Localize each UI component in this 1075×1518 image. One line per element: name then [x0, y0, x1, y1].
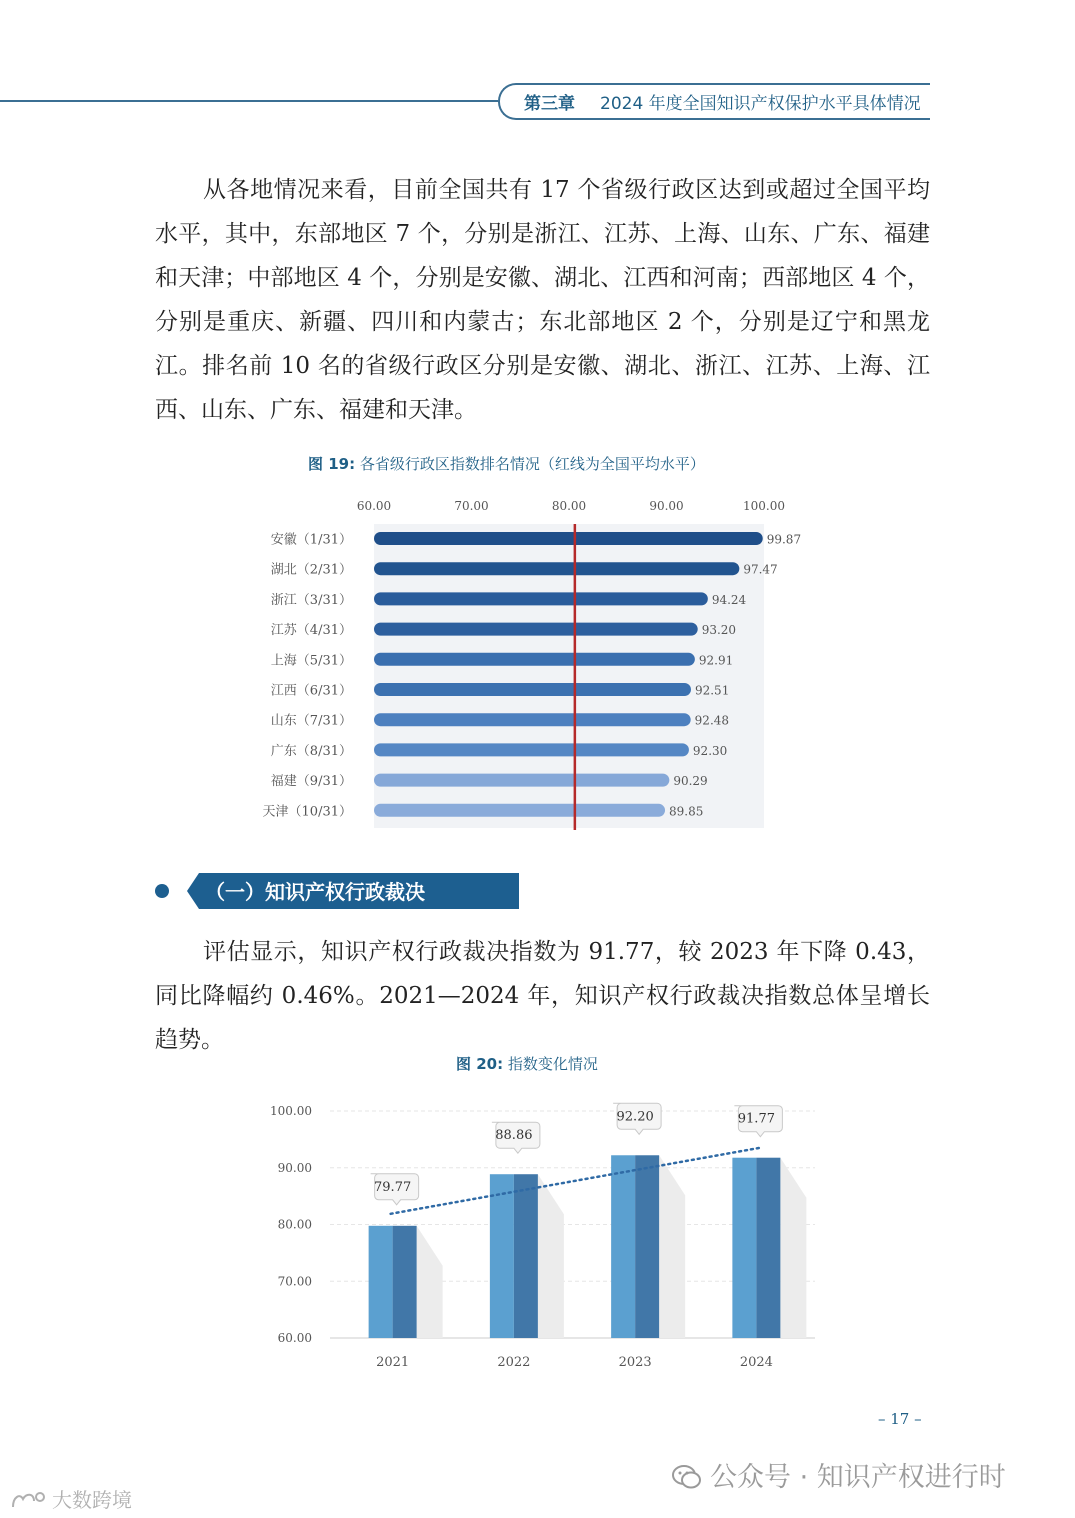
bar-shadow	[417, 1226, 443, 1338]
x-tick-label: 100.00	[743, 499, 785, 513]
bar-front	[490, 1174, 514, 1338]
x-tick-label: 2022	[497, 1355, 531, 1370]
bar-side	[393, 1226, 417, 1338]
category-label: 上海（5/31）	[270, 653, 352, 669]
body-paragraph-1: 从各地情况来看，目前全国共有 17 个省级行政区达到或超过全国平均水平，其中，东部地区 7 个，分别是浙江、江苏、上海、山东、广东、福建和天津；中部地区 4 个，分别是安徽、湖北、江西和河南；西部地区 4 个，分别是重庆、新疆、四川和内蒙古；东北部地区 2 个，分别是辽宁和黑龙江。排名前 10 名的省级行政区分别是安徽、湖北、浙江、江苏、上海、江西、山东、广东、福建和天津。	[155, 177, 930, 423]
x-tick-label: 90.00	[649, 499, 684, 513]
x-tick-label: 60.00	[356, 499, 392, 513]
bar	[374, 532, 763, 545]
figure-20-caption	[456, 1053, 598, 1074]
bar	[374, 804, 665, 817]
bar-shadow	[659, 1155, 685, 1338]
bar-side	[514, 1174, 538, 1338]
figure-20-text: 指数变化情况	[507, 1055, 598, 1073]
bar-shadow	[780, 1158, 806, 1338]
chapter-title: 2024 年度全国知识产权保护水平具体情况	[600, 94, 921, 114]
figure-19-text: 各省级行政区指数排名情况（红线为全国平均水平）	[359, 455, 705, 473]
section-title: （一）知识产权行政裁决	[205, 880, 425, 904]
y-tick-label: 100.00	[270, 1104, 312, 1118]
x-tick-label: 2021	[376, 1355, 410, 1370]
y-tick-label: 60.00	[277, 1331, 312, 1345]
bar	[374, 562, 739, 575]
watermark-logo-icon	[10, 1489, 48, 1511]
value-label: 93.20	[701, 623, 737, 638]
value-label: 99.87	[766, 532, 802, 547]
category-label: 江苏（4/31）	[270, 623, 352, 639]
figure-19-number: 图 19:	[308, 455, 356, 473]
section-bullet	[155, 884, 169, 898]
wechat-icon	[672, 1465, 702, 1489]
y-tick-label: 90.00	[277, 1160, 312, 1175]
figure-19-caption	[308, 453, 705, 474]
bar-front	[611, 1155, 635, 1338]
bar	[374, 592, 708, 605]
category-label: 安徽（1/31）	[270, 532, 352, 548]
x-tick-label: 2023	[618, 1355, 652, 1370]
category-label: 山东（7/31）	[270, 713, 352, 729]
ranking-bar-chart	[250, 490, 830, 830]
value-label: 91.77	[737, 1111, 775, 1127]
bar-front	[369, 1226, 393, 1338]
bar	[374, 683, 691, 696]
watermark-left	[10, 1484, 132, 1513]
value-label: 97.47	[743, 562, 778, 577]
trend-line	[391, 1148, 761, 1214]
trend-column-chart	[260, 1095, 840, 1380]
value-label: 92.20	[616, 1109, 654, 1125]
bar	[374, 774, 669, 787]
y-tick-label: 80.00	[277, 1217, 312, 1232]
value-label: 88.86	[495, 1128, 533, 1144]
value-label: 92.91	[698, 653, 734, 668]
category-label: 浙江（3/31）	[270, 592, 352, 608]
value-label: 92.48	[694, 713, 730, 728]
header-rule	[0, 100, 498, 102]
page-number: – 17 –	[878, 1410, 922, 1428]
bar	[374, 743, 689, 756]
bar	[374, 623, 698, 636]
x-tick-label: 80.00	[551, 499, 587, 513]
y-tick-label: 70.00	[277, 1274, 312, 1289]
watermark-right	[672, 1455, 1006, 1494]
category-label: 广东（8/31）	[270, 743, 352, 759]
x-tick-label: 2024	[739, 1355, 773, 1370]
value-label: 94.24	[711, 592, 747, 607]
bar-shadow	[538, 1174, 564, 1338]
bar	[374, 653, 695, 666]
value-label: 89.85	[669, 804, 704, 819]
value-label: 92.51	[694, 683, 730, 698]
figure-20-number: 图 20:	[456, 1055, 504, 1073]
bar	[374, 713, 691, 726]
category-label: 天津（10/31）	[262, 804, 352, 820]
bar-front	[732, 1158, 756, 1338]
category-label: 湖北（2/31）	[270, 562, 352, 578]
watermark-right-text: 公众号 · 知识产权进行时	[710, 1462, 1006, 1493]
watermark-left-text: 大数跨境	[52, 1488, 132, 1512]
value-label: 79.77	[374, 1179, 412, 1195]
x-tick-label: 70.00	[454, 499, 489, 513]
bar-side	[756, 1158, 780, 1338]
value-label: 92.30	[692, 743, 728, 758]
chapter-label: 第三章	[524, 94, 575, 114]
body-paragraph-2: 评估显示，知识产权行政裁决指数为 91.77，较 2023 年下降 0.43，同比降幅约 0.46%。2021—2024 年，知识产权行政裁决指数总体呈增长趋势。	[155, 939, 930, 1053]
bar-side	[635, 1155, 659, 1338]
category-label: 福建（9/31）	[270, 774, 352, 790]
category-label: 江西（6/31）	[270, 683, 352, 699]
value-label: 90.29	[673, 774, 708, 789]
